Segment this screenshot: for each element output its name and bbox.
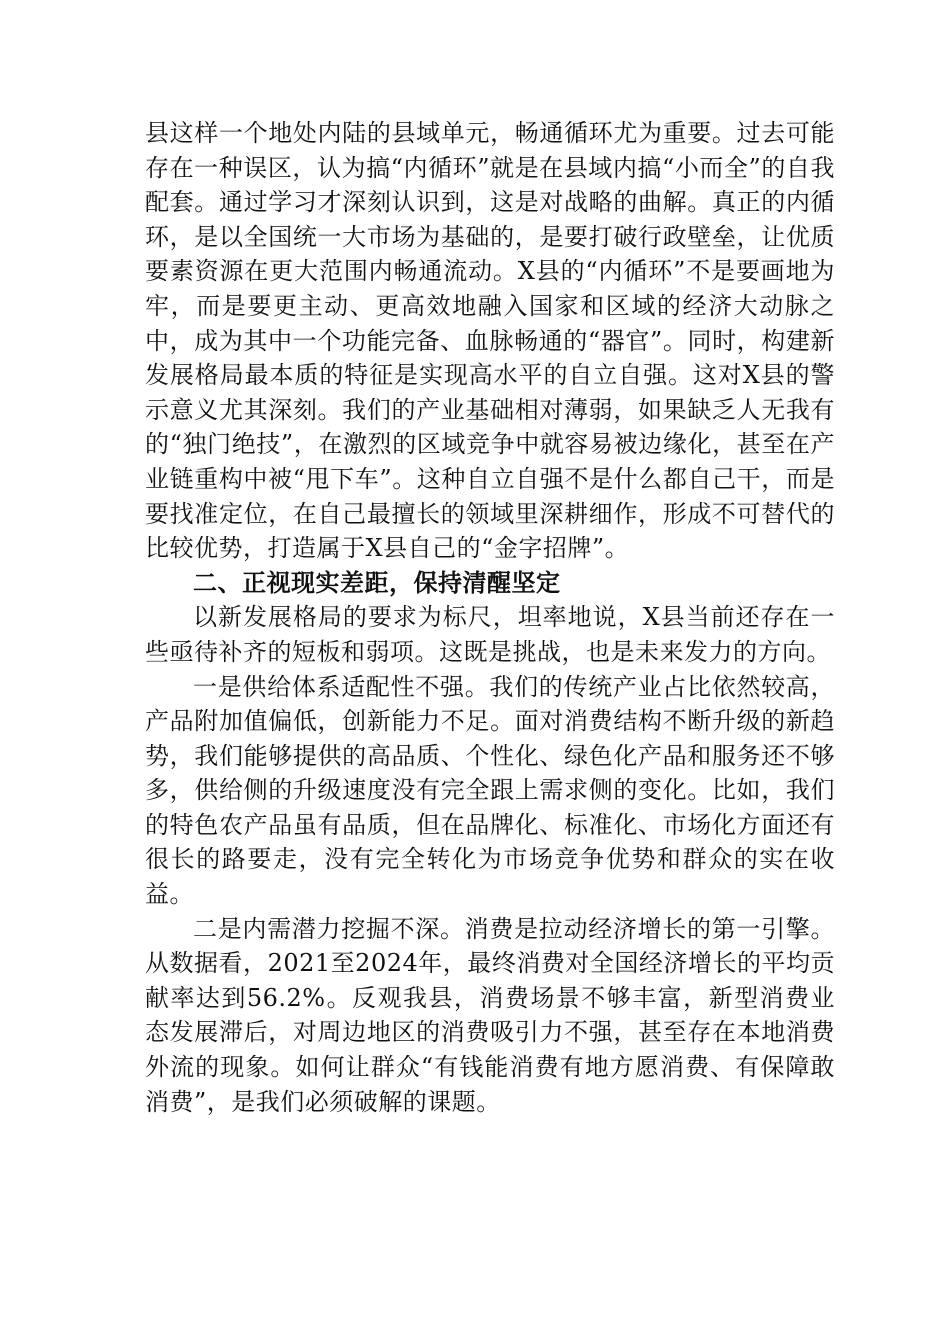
paragraph-body-text: 我们的传统产业占比依然较高，产品附加值偏低，创新能力不足。面对消费结构不断升级的新趋势，我们能够提供的高品质、个性化、绿色化产品和服务还不够多，供给侧的升级速度没有完全跟上需求侧的变化。比如，我们的特色农产品虽有品质，但在品牌化、标准化、市场化方面还有很长的路要走，没有完全转化为市场竞争优势和群众的实在收益。 — [145, 672, 836, 909]
paragraph-domestic-demand — [145, 912, 835, 1120]
document-page — [145, 116, 835, 1119]
paragraph-intro: 以新发展格局的要求为标尺，坦率地说，X县当前还存在一些亟待补齐的短板和弱项。这既是挑战，也是未来发力的方向。 — [145, 603, 835, 666]
section-heading: 二、正视现实差距，保持清醒坚定 — [193, 567, 561, 597]
paragraph-lead-text: 一是供给体系适配性不强。 — [193, 672, 490, 701]
paragraph-body-text: 消费是拉动经济增长的第一引擎。从数据看，2021至2024年，最终消费对全国经济增长的平均贡献率达到56.2%。反观我县，消费场景不够丰富，新型消费业态发展滞后，对周边地区的消费吸引力不强，甚至存在本地消费外流的现象。如何让群众“有钱能消费有地方愿消费、有保障敢消费”，是我们必须破解的课题。 — [145, 914, 836, 1116]
paragraph-supply-system — [145, 670, 835, 912]
paragraph-lead-text: 二是内需潜力挖掘不深。 — [193, 914, 465, 943]
paragraph-continuation: 县这样一个地处内陆的县域单元，畅通循环尤为重要。过去可能存在一种误区，认为搞“内循环”就是在县域内搞“小而全”的自我配套。通过学习才深刻认识到，这是对战略的曲解。真正的内循环，是以全国统一大市场为基础的，是要打破行政壁垒，让优质要素资源在更大范围内畅通流动。X县的“内循环”不是要画地为牢，而是要更主动、更高效地融入国家和区域的经济大动脉之中，成为其中一个功能完备、血脉畅通的“器官”。同时，构建新发展格局最本质的特征是实现高水平的自立自强。这对X县的警示意义尤其深刻。我们的产业基础相对薄弱，如果缺乏人无我有的“独门绝技”，在激烈的区域竞争中就容易被边缘化，甚至在产业链重构中被“甩下车”。这种自立自强不是什么都自己干，而是要找准定位，在自己最擅长的领域里深耕细作，形成不可替代的比较优势，打造属于X县自己的“金字招牌”。 — [145, 119, 835, 563]
